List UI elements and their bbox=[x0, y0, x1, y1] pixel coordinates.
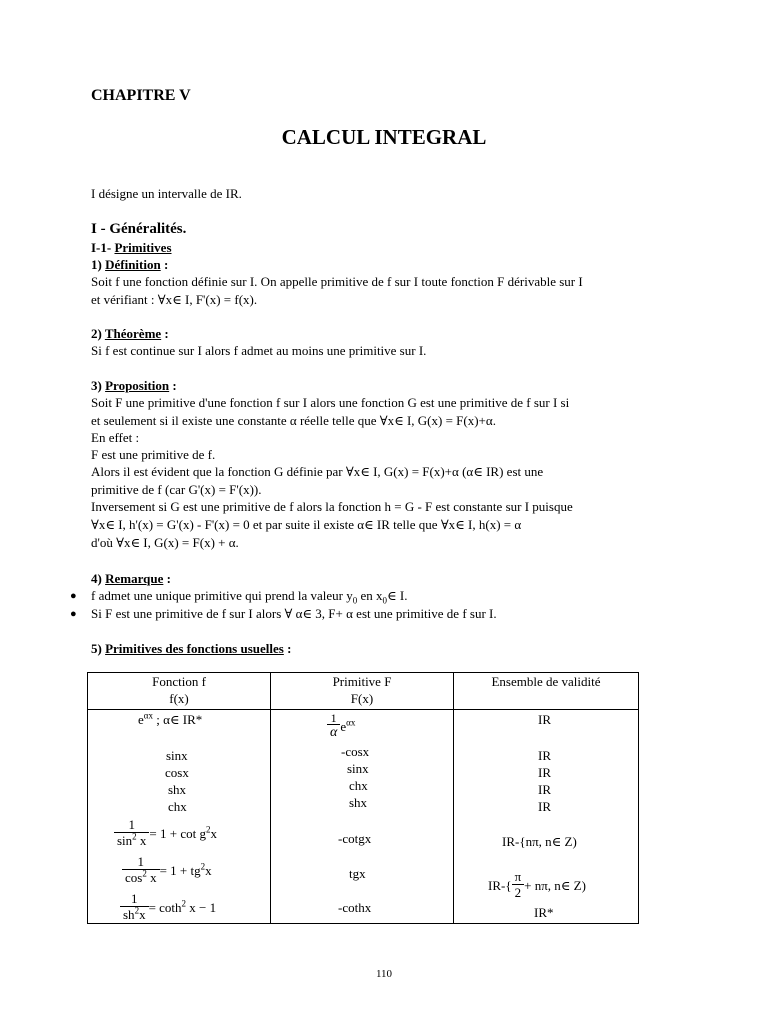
theorem-label: Théorème bbox=[104, 326, 162, 341]
theorem-colon: : bbox=[161, 326, 169, 341]
exp-base: e bbox=[340, 718, 347, 734]
usual-primitives-heading bbox=[91, 640, 291, 657]
remark-bullet-2: Si F est une primitive de f sur I alors ∀ α∈ 3, F+ α est une primitive de f sur I. bbox=[91, 606, 497, 621]
validity-row-2: IR bbox=[538, 748, 551, 763]
fraction-exponent: 2 bbox=[134, 905, 140, 916]
proposition-line-7: Inversement si G est une primitive de f alors la fonction h = G - F est constante sur I puisque bbox=[91, 499, 573, 514]
definition-line-1: Soit f une fonction définie sur I. On appelle primitive de f sur I toute fonction F dérivable sur I bbox=[91, 274, 583, 289]
subsection-label: Primitives bbox=[114, 240, 172, 255]
remark-1-end: ∈ I. bbox=[387, 588, 408, 603]
bullet-icon: ● bbox=[70, 590, 77, 602]
fraction-denominator: 2 bbox=[514, 885, 522, 900]
primitive-exp bbox=[327, 712, 355, 740]
validity-row-1: IR bbox=[538, 712, 551, 727]
usual-primitives-label: Primitives des fonctions usuelles bbox=[105, 641, 284, 656]
validity-row-7 bbox=[488, 870, 586, 900]
primitive-shx: shx bbox=[349, 795, 368, 810]
exp-domain: ; α∈ IR* bbox=[153, 712, 203, 727]
primitive-neg-cothx: -cothx bbox=[338, 900, 372, 915]
validity-row-5: IR bbox=[538, 799, 551, 814]
fraction-denominator: sin bbox=[117, 833, 133, 848]
theorem-line-1: Si f est continue sur I alors f admet au moins une primitive sur I. bbox=[91, 343, 427, 358]
fraction-denominator: sh bbox=[123, 907, 135, 922]
function-exp bbox=[138, 711, 202, 728]
proposition-line-1: Soit F une primitive d'une fonction f sur I alors une fonction G est une primitive de f sur I si bbox=[91, 395, 570, 410]
fraction-numerator: 1 bbox=[114, 818, 149, 833]
validity-suffix: + nπ, n∈ Z) bbox=[524, 877, 586, 893]
proposition-line-2: et seulement si il existe une constante α réelle telle que ∀x∈ I, G(x) = F(x)+α. bbox=[91, 413, 496, 428]
identity-variable: x − 1 bbox=[186, 899, 217, 915]
fraction-variable: x bbox=[139, 907, 146, 922]
definition-colon: : bbox=[160, 257, 169, 272]
definition-number: 1) bbox=[91, 257, 106, 272]
identity-exponent: 2 bbox=[181, 898, 187, 909]
fraction-numerator: π bbox=[512, 870, 525, 885]
header-primitive bbox=[271, 673, 454, 710]
theorem-number: 2) bbox=[91, 326, 105, 341]
proposition-label: Proposition bbox=[105, 378, 170, 393]
validity-column bbox=[454, 710, 639, 924]
fraction-denominator: α bbox=[330, 725, 338, 740]
proposition-line-5: Alors il est évident que la fonction G définie par ∀x∈ I, G(x) = F(x)+α (α∈ IR) est une bbox=[91, 464, 544, 479]
remark-bullet-1 bbox=[91, 587, 407, 604]
fraction-numerator: 1 bbox=[327, 712, 340, 725]
proposition-number: 3) bbox=[91, 378, 106, 393]
remark-1-sub-y: 0 bbox=[352, 595, 358, 606]
validity-row-4: IR bbox=[538, 782, 551, 797]
validity-prefix: IR-{ bbox=[488, 877, 512, 893]
remark-number: 4) bbox=[91, 571, 106, 586]
primitives-table bbox=[87, 672, 639, 924]
primitive-column bbox=[271, 710, 454, 924]
function-shx: shx bbox=[168, 782, 187, 797]
identity-variable: x bbox=[205, 862, 212, 878]
function-chx: chx bbox=[168, 799, 187, 814]
table-row bbox=[88, 710, 639, 924]
section-title: I - Généralités. bbox=[91, 221, 187, 237]
fraction-exponent: 2 bbox=[142, 868, 147, 879]
fraction-exponent: 2 bbox=[132, 831, 137, 842]
proposition-line-4: F est une primitive de f. bbox=[91, 447, 216, 462]
table-header-row bbox=[88, 673, 639, 710]
validity-row-3: IR bbox=[538, 765, 551, 780]
remark-heading bbox=[91, 570, 171, 587]
remark-1-sub-x: 0 bbox=[382, 595, 388, 606]
proposition-line-3: En effet : bbox=[91, 430, 140, 445]
fraction-variable: x bbox=[136, 833, 147, 848]
function-inv-cos2 bbox=[122, 855, 212, 885]
proposition-line-8: ∀x∈ I, h'(x) = G'(x) - F'(x) = 0 et par suite il existe α∈ IR telle que ∀x∈ I, h(x) = α bbox=[91, 517, 522, 532]
theorem-heading bbox=[91, 325, 169, 342]
validity-row-8: IR* bbox=[534, 905, 554, 920]
exp-sup: αx bbox=[143, 710, 153, 721]
proposition-heading bbox=[91, 377, 177, 394]
proposition-colon: : bbox=[169, 378, 177, 393]
proposition-line-6: primitive de f (car G'(x) = F'(x)). bbox=[91, 482, 262, 497]
bullet-icon: ● bbox=[70, 608, 77, 620]
fraction-numerator: 1 bbox=[120, 892, 149, 907]
definition-line-2: et vérifiant : ∀x∈ I, F'(x) = f(x). bbox=[91, 292, 258, 307]
primitive-tgx: tgx bbox=[349, 866, 366, 881]
fraction-denominator: cos bbox=[125, 870, 143, 885]
header-function-line-1: Fonction f bbox=[152, 674, 206, 689]
header-function bbox=[88, 673, 271, 710]
function-cosx: cosx bbox=[165, 765, 189, 780]
primitive-neg-cotgx: -cotgx bbox=[338, 831, 372, 846]
usual-primitives-colon: : bbox=[283, 641, 292, 656]
identity-exponent: 2 bbox=[205, 824, 211, 835]
exp-sup: αx bbox=[346, 717, 356, 728]
function-sinx: sinx bbox=[166, 748, 188, 763]
definition-heading bbox=[91, 256, 168, 273]
identity-variable: x bbox=[210, 825, 217, 841]
header-primitive-line-2: F(x) bbox=[350, 691, 374, 706]
chapter-label: CHAPITRE V bbox=[91, 87, 191, 104]
function-inv-sh2 bbox=[120, 892, 216, 922]
remark-label: Remarque bbox=[105, 571, 164, 586]
remark-1-text: f admet une unique primitive qui prend la valeur y bbox=[91, 588, 353, 603]
page-title: CALCUL INTEGRAL bbox=[281, 125, 487, 149]
fraction-numerator: 1 bbox=[122, 855, 160, 870]
remark-colon: : bbox=[163, 571, 171, 586]
identity-rhs: = 1 + cot g bbox=[149, 825, 206, 841]
validity-row-6: IR-{nπ, n∈ Z) bbox=[502, 834, 577, 849]
primitive-neg-cosx: -cosx bbox=[341, 744, 370, 759]
header-validity-text: Ensemble de validité bbox=[491, 674, 601, 689]
primitive-chx: chx bbox=[349, 778, 368, 793]
function-column bbox=[88, 710, 271, 924]
proposition-line-9: d'où ∀x∈ I, G(x) = F(x) + α. bbox=[91, 535, 239, 550]
identity-rhs: = coth bbox=[148, 899, 182, 915]
header-validity bbox=[454, 673, 639, 710]
remark-1-mid: en x bbox=[357, 588, 383, 603]
identity-exponent: 2 bbox=[200, 861, 206, 872]
definition-label: Définition bbox=[105, 257, 161, 272]
header-primitive-line-1: Primitive F bbox=[332, 674, 392, 689]
exp-base: e bbox=[138, 712, 144, 727]
intro-text: I désigne un intervalle de IR. bbox=[91, 186, 242, 201]
function-inv-sin2 bbox=[114, 818, 217, 848]
fraction-variable: x bbox=[146, 870, 157, 885]
usual-primitives-number: 5) bbox=[91, 641, 106, 656]
page-number: 110 bbox=[375, 968, 393, 980]
subsection-prefix: I-1- bbox=[91, 240, 115, 255]
identity-rhs: = 1 + tg bbox=[159, 862, 201, 878]
primitive-sinx: sinx bbox=[347, 761, 369, 776]
header-function-line-2: f(x) bbox=[169, 691, 189, 706]
subsection-title bbox=[91, 239, 172, 256]
